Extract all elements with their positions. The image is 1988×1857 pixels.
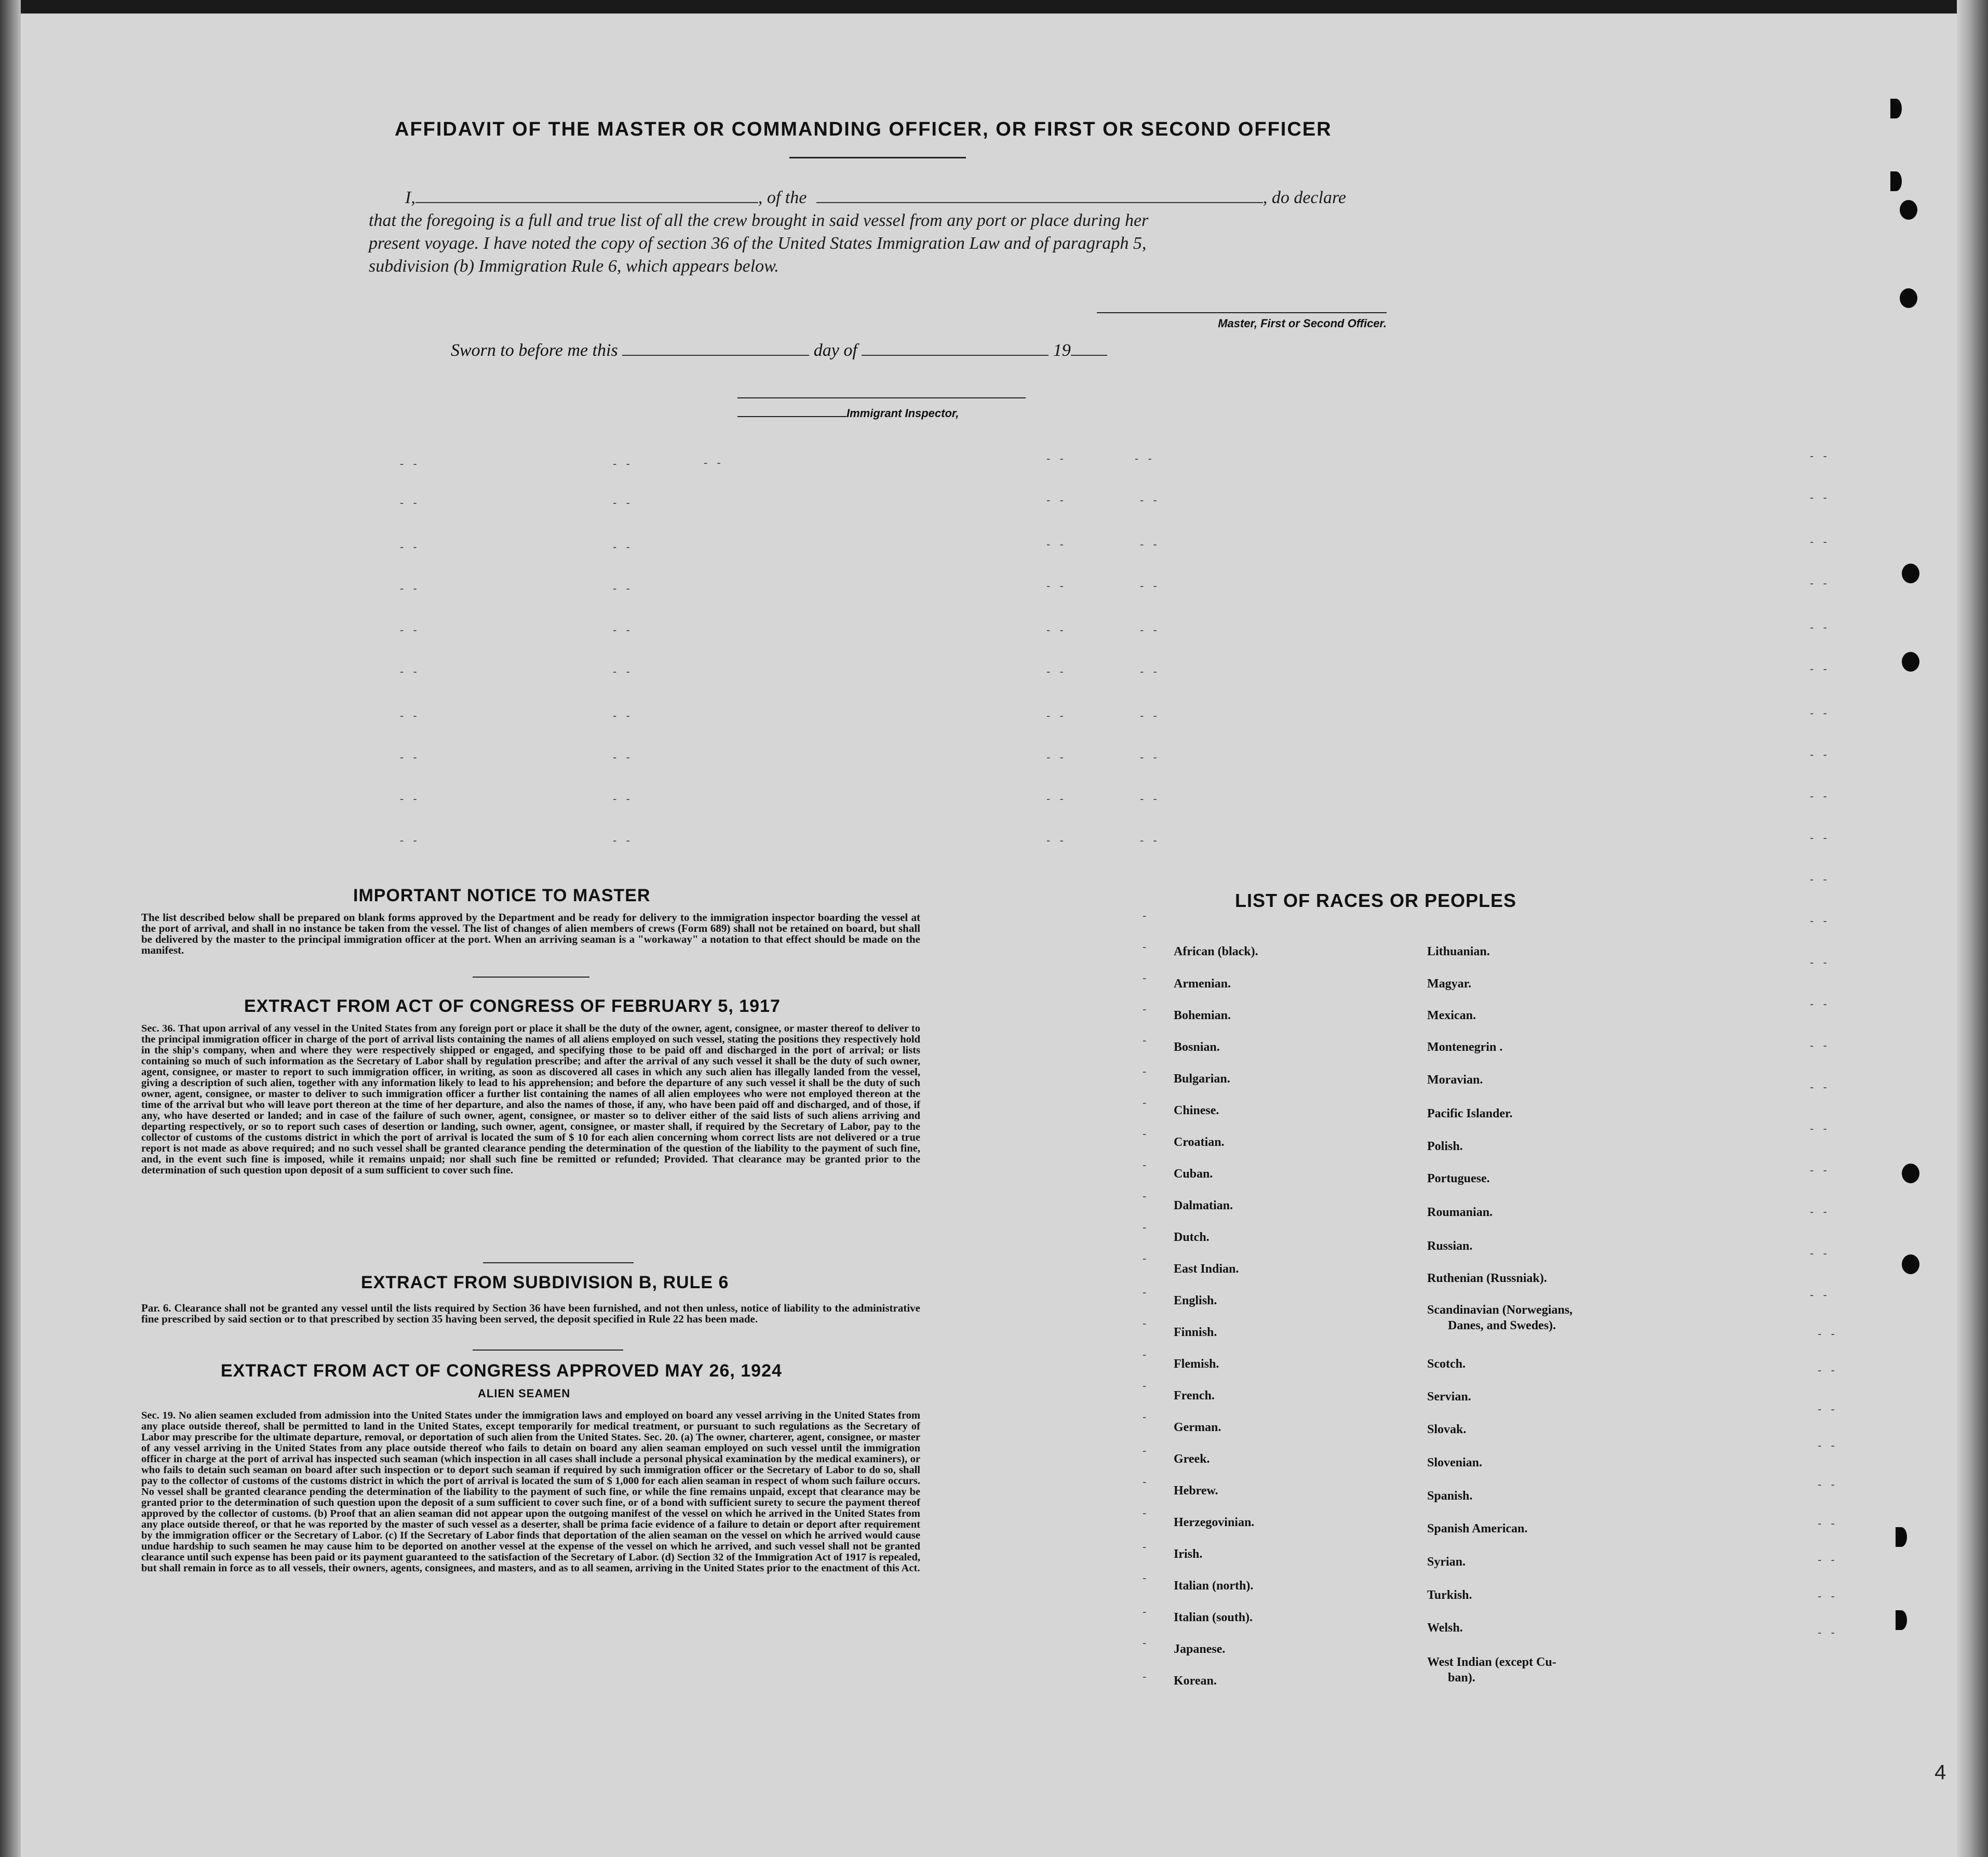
name-blank[interactable] [415,191,758,203]
extract-rule6-text: Par. 6. Clearance shall not be granted any vessel until the lists required by Section 36 have been furnished, and not then unless, notice of liability to the administrative fine prescribed by said section or to that prescribed by section 35 having been served, the deposit specified in Rule 22 has been made. [141,1302,920,1325]
race-item: Chinese. [1174,1104,1219,1117]
declaration-line-1 [369,187,1397,209]
race-item: Flemish. [1174,1357,1219,1371]
race-item: Korean. [1174,1674,1217,1688]
race-item: Polish. [1427,1140,1463,1153]
race-item: Dalmatian. [1174,1199,1233,1212]
race-item: Dutch. [1174,1231,1210,1244]
top-border [0,0,1988,14]
race-item: Servian. [1427,1390,1471,1404]
race-item: Syrian. [1427,1555,1466,1569]
races-title: LIST OF RACES OR PEOPLES [1235,890,1517,911]
position-blank[interactable] [1035,191,1263,203]
binder-hole-icon [1902,1164,1919,1183]
race-item: Bulgarian. [1174,1072,1230,1086]
race-item: Hebrew. [1174,1484,1218,1498]
sworn-line [451,341,1178,360]
race-item: Slovak. [1427,1423,1467,1436]
binder-hole-icon [1902,1254,1919,1274]
race-item: Armenian. [1174,977,1231,991]
race-item: Italian (south). [1174,1611,1253,1624]
race-item: Herzegovinian. [1174,1516,1255,1529]
column-dash-marks: - - - - - - - - - - - - - - - - - - - - - - - - - - - - - - - - - - - - - - - - - - [400,449,1830,595]
declaration-line-2: that the foregoing is a full and true list of all the crew brought in said vessel from any port or place during her [369,211,1149,230]
race-item: Croatian. [1174,1135,1225,1149]
race-item: Spanish American. [1427,1522,1528,1535]
race-item: Irish. [1174,1547,1203,1561]
notice-title: IMPORTANT NOTICE TO MASTER [353,886,651,905]
race-item: East Indian. [1174,1262,1239,1276]
extract-1924-title: EXTRACT FROM ACT OF CONGRESS APPROVED MAY 26, 1924 [221,1361,782,1381]
vessel-blank[interactable] [816,191,1035,203]
inspector-line-top[interactable] [737,397,1026,398]
race-item: Turkish. [1427,1588,1472,1602]
inspector-line[interactable] [737,416,847,417]
race-item: Mexican. [1427,1009,1476,1022]
extract-rule6-title: EXTRACT FROM SUBDIVISION B, RULE 6 [361,1273,729,1292]
declaration-line-4: subdivision (b) Immigration Rule 6, which appears below. [369,257,779,276]
race-item: Magyar. [1427,977,1472,991]
left-border [0,0,21,1857]
sworn-day-of: day of [813,341,857,360]
signature-line[interactable] [1097,312,1387,313]
binder-hole-icon [1900,200,1917,220]
race-item: Roumanian. [1427,1206,1493,1219]
race-item: Lithuanian. [1427,945,1490,958]
race-item: Bosnian. [1174,1040,1220,1054]
binder-hole-icon [1890,171,1902,191]
race-item: African (black). [1174,945,1258,958]
inspector-caption: Immigrant Inspector, [847,407,959,420]
margin-mark: 4 [1935,1761,1946,1784]
declaration-declare: , do declare [1262,188,1347,207]
binder-hole-icon [1902,564,1919,583]
race-item: Montenegrin . [1427,1040,1503,1054]
race-item: French. [1174,1389,1215,1402]
declaration-of-the: , of the [758,188,807,207]
race-item: Moravian. [1427,1073,1483,1087]
race-item: Bohemian. [1174,1009,1231,1022]
race-item: ban). [1448,1671,1475,1685]
race-item: Slovenian. [1427,1456,1483,1469]
race-item: Italian (north). [1174,1579,1254,1593]
extract-rule6-divider [473,1350,623,1351]
extract-1917-title: EXTRACT FROM ACT OF CONGRESS OF FEBRUARY 5, 1917 [244,996,781,1016]
extract-1917-text: Sec. 36. That upon arrival of any vessel in the United States from any foreign port or place it shall be the duty of the owner, agent, consignee, or master thereof to deliver to the principal immigration officer in charge of the port of arrival lists containing the names of all aliens employed on such vessel, stating the positions they respectively hold in the ship's company, when and where they were respectively shipped or engaged, and specifying those to be paid off and discharged in the port of arrival; or lists containing so much of such information as the Secretary of Labor shall by regulation prescribe; and after the arrival of any such vessel it shall be the duty of such owner, agent, consignee, or master to report to such immigration officer, in writing, as soon as discovered all cases in which any such alien has illegally landed from the vessel, giving a description of such alien, together with any information likely to lead to his apprehension; and before the departure of any such vessel it shall be the duty of such owner, agent, consignee, or master to deliver to such immigration officer a further list containing the names of all alien employees who were not employed thereon at the time of the arrival but who will leave port thereon at the time of her departure, and also the names of those, if any, who have been paid off and discharged, and of those, if any, who have deserted or landed; and in case of the failure of such owner, agent, consignee, or master so to deliver either of the said lists of such aliens arriving and departing respectively, or so to report such cases of desertion or landing, such owner, agent, consignee, or master shall, if required by the Secretary of Labor, pay to the collector of customs of the customs district in which the port of arrival is located the sum of $ 10 for each alien concerning whom correct lists are not delivered or a true report is not made as above required; and no such vessel shall be granted clearance pending the determination of the question of the liability to the payment of such fine, and, in the event such fine is imposed, while it remains unpaid; nor shall such fine be remitted or refunded; Provided. That clearance may be granted prior to the determination of such question upon deposit of a sum sufficient to cover such fine. [141,1023,920,1176]
race-item: Finnish. [1174,1326,1217,1339]
race-item: Scandinavian (Norwegians, [1427,1303,1573,1317]
binder-hole-icon [1902,652,1919,672]
binder-hole-icon [1890,99,1902,118]
declaration-line-3: present voyage. I have noted the copy of section 36 of the United States Immigration Law and of paragraph 5, [369,234,1147,253]
sworn-month-blank[interactable] [862,343,1049,356]
form-page: AFFIDAVIT OF THE MASTER OR COMMANDING OFFICER, OR FIRST OR SECOND OFFICER I, , of the , do declare that the foregoing is a full and true list of all the crew brought in said vessel from any port or place during her present voyage. I have noted the copy of section 36 of the United States Immigration Law and of paragraph 5, subdivision (b) Immigration Rule 6, which appears below. Master, First or Second Officer. Sworn to before me this day of 19 Immigrant Inspector, - - - - - - - - - - - - - - - - - - - - - - - - - - - - - - - - - - - - - - - - - - - - - - - - - - - - - - - - - - - - - - - - - - - - - - - - - - - - - - - - - - - - - - - - - - - - - - - - - - - - - - - - - - - - - - - - - - - - - - - - - - - - - - - - - - - - - - - - - - - - - - - - - - - - - - - - - - - - - - - - - - - - - - - IMPORTANT NOTICE TO MASTER The list described below shall be prepared on blank forms approved by the Department and be ready for delivery to the immigration inspector boarding the vessel at the port of arrival, and shall in no instance be taken from the vessel. The list of changes of alien members of crews (Form 689) shall not be retained on board, but shall be delivered by the master to the principal immigration officer at the port. When an arriving seaman is a "workaway" a notation to that effect should be made on the manifest. EXTRACT FROM ACT OF CONGRESS OF FEBRUARY 5, 1917 Sec. 36. That upon arrival of any vessel in the United States from any foreign port or place it shall be the duty of the owner, agent, consignee, or master thereof to deliver to the principal immigration officer in charge of the port of arrival lists containing the names of all aliens employed on such vessel, stating the positions they respectively hold in the ship's company, when and where they were respectively shipped or engaged, and specifying those to be paid off and discharged in the port of arrival; or lists containing so much of such information as the Secretary of Labor shall by regulation prescribe; and after the arrival of any such vessel it shall be the duty of such owner, agent, consignee, or master to report to such immigration officer, in writing, as soon as discovered all cases in which any such alien has illegally landed from the vessel, giving a description of such alien, together with any information likely to lead to his apprehension; and before the departure of any such vessel it shall be the duty of such owner, agent, consignee, or master to deliver to such immigration officer a further list containing the names of all alien employees who were not employed thereon at the time of the arrival but who will leave port thereon at the time of her departure, and also the names of those, if any, who have been paid off and discharged, and of those, if any, who have deserted or landed; and in case of the failure of such owner, agent, consignee, or master so to deliver either of the said lists of such aliens arriving and departing respectively, or so to report such cases of desertion or landing, such owner, agent, consignee, or master shall, if required by the Secretary of Labor, pay to the collector of customs of the customs district in which the port of arrival is located the sum of $ 10 for each alien concerning whom correct lists are not delivered or a true report is not made as above required; and no such vessel shall be granted clearance pending the determination of the question of the liability to the payment of such fine, and, in the event such fine is imposed, while it remains unpaid; nor shall such fine be remitted or refunded; Provided. That clearance may be granted prior to the determination of such question upon deposit of a sum sufficient to cover such fine. EXTRACT FROM SUBDIVISION B, RULE 6 Par. 6. Clearance shall not be granted any vessel until the lists required by Section 36 have been furnished, and not then unless, notice of liability to the administrative fine prescribed by said section or to that prescribed by section 35 having been served, the deposit specified in Rule 22 has been made. EXTRACT FROM ACT OF CONGRESS APPROVED MAY 26, 1924 ALIEN SEAMEN Sec. 19. No alien seamen excluded from admission into the United States under the immigration laws and employed on board any vessel arriving in the United States from any place outside thereof, shall be permitted to land in the United States, except temporarily for medical treatment, or pursuant to such regulations as the Secretary of Labor may prescribe for the ultimate departure, removal, or deportation of such alien from the United States. Sec. 20. (a) The owner, charterer, agent, consignee, or master of any vessel arriving in the United States from any place outside thereof who fails to detain on board any alien seaman employed on such vessel until the immigration officer in charge at the port of arrival has inspected such seaman (which inspection in all cases shall include a personal physical examination by the medical examiners), or who fails to detain such seaman on board after such inspection or to deport such seaman if required by such immigration officer or the Secretary of Labor to do so, shall pay to the collector of customs of the customs district in which the port of arrival is located the sum of $ 1,000 for each alien seaman in respect of whom such failure occurs. No vessel shall be granted clearance pending the determination of the liability to the payment of such fine, or while the fine remains unpaid, except that clearance may be granted prior to the determination of such question upon the deposit of a sum sufficient to cover such fine, or of a bond with sufficient surety to secure the payment thereof approved by the collector of customs. (b) Proof that an alien seaman did not appear upon the outgoing manifest of the vessel on which he arrived in the United States from any place outside thereof, or that he was reported by the master of such vessel as a deserter, shall be prima facie evidence of a failure to detain or deport after requirement by the immigration officer or the Secretary of Labor. (c) If the Secretary of Labor finds that deportation of the alien seaman on the vessel on which he arrived would cause undue hardship to such seamen he may cause him to be deported on another vessel at the expense of the vessel on which he arrived, and such vessel shall not be granted clearance until such expense has been paid or its payment guaranteed to the satisfaction of the Secretary of Labor. (d) Section 32 of the Immigration Act of 1917 is repealed, but shall remain in force as to all vessels, their owners, agents, consignees, and masters, and as to all seamen, arriving in the United States prior to the enactment of this Act. LIST OF RACES OR PEOPLES African (black). Armenian. Bohemian. Bosnian. Bulgarian. Chinese. Croatian. Cuban. Dalmatian. Dutch. East Indian. English. Finnish. Flemish. French. German. Greek. Hebrew. Herzegovinian. Irish. Italian (north). Italian (south). Japanese. Korean. Lithuanian. Magyar. Mexican. Montenegrin . Moravian. Pacific Islander. Polish. Portuguese. Roumanian. Russian. Ruthenian (Russniak). Scandinavian (Norwegians, Danes, and Swedes). Scotch. Servian. Slovak. Slovenian. Spanish. Spanish American. Syrian. Turkish. Welsh. West Indian (except Cu- ban). 4 [0,0,1988,1857]
race-item: Ruthenian (Russniak). [1427,1272,1547,1285]
sworn-prefix: Sworn to before me this [451,341,618,360]
race-item: Cuban. [1174,1167,1213,1181]
right-border [1957,0,1988,1857]
race-item: Scotch. [1427,1357,1466,1371]
declaration-i: I, [405,188,415,207]
extract-1924-subtitle: ALIEN SEAMEN [478,1387,571,1400]
race-item: Portuguese. [1427,1172,1490,1185]
affidavit-title: AFFIDAVIT OF THE MASTER OR COMMANDING OFFICER, OR FIRST OR SECOND OFFICER [395,118,1332,140]
race-item: Spanish. [1427,1489,1473,1503]
notice-text: The list described below shall be prepared on blank forms approved by the Department and be ready for delivery to the immigration inspector boarding the vessel at the port of arrival, and shall in no instance be taken from the vessel. The list of changes of alien members of crews (Form 689) shall not be retained on board, but shall be delivered by the master to the principal immigration officer at the port. When an arriving seaman is a "workaway" a notation to that effect should be made on the manifest. [141,911,920,956]
extract-1917-divider [483,1262,634,1263]
sworn-day-blank[interactable] [622,343,809,356]
binder-hole-icon [1900,288,1917,308]
sworn-year-blank[interactable] [1071,343,1107,356]
race-item: Pacific Islander. [1427,1107,1513,1120]
extract-1924-text: Sec. 19. No alien seamen excluded from admission into the United States under the immigration laws and employed on board any vessel arriving in the United States from any place outside thereof, shall be permitted to land in the United States, except temporarily for medical treatment, or pursuant to such regulations as the Secretary of Labor may prescribe for the ultimate departure, removal, or deportation of such alien from the United States. Sec. 20. (a) The owner, charterer, agent, consignee, or master of any vessel arriving in the United States from any place outside thereof who fails to detain on board any alien seaman employed on such vessel until the immigration officer in charge at the port of arrival has inspected such seaman (which inspection in all cases shall include a personal physical examination by the medical examiners), or who fails to detain such seaman on board after such inspection or to deport such seaman if required by such immigration officer or the Secretary of Labor to do so, shall pay to the collector of customs of the customs district in which the port of arrival is located the sum of $ 1,000 for each alien seaman in respect of whom such failure occurs. No vessel shall be granted clearance pending the determination of the liability to the payment of such fine, or while the fine remains unpaid, except that clearance may be granted prior to the determination of such question upon the deposit of a sum sufficient to cover such fine, or of a bond with sufficient surety to secure the payment thereof approved by the collector of customs. (b) Proof that an alien seaman did not appear upon the outgoing manifest of the vessel on which he arrived in the United States from any place outside thereof, or that he was reported by the master of such vessel as a deserter, shall be prima facie evidence of a failure to detain or deport after requirement by the immigration officer or the Secretary of Labor. (c) If the Secretary of Labor finds that deportation of the alien seaman on the vessel on which he arrived would cause undue hardship to such seamen he may cause him to be deported on another vessel at the expense of the vessel on which he arrived, and such vessel shall not be granted clearance until such expense has been paid or its payment guaranteed to the satisfaction of the Secretary of Labor. (d) Section 32 of the Immigration Act of 1917 is repealed, but shall remain in force as to all vessels, their owners, agents, consignees, and masters, and as to all seamen, arriving in the United States prior to the enactment of this Act. [141,1410,920,1574]
binder-hole-icon [1896,1527,1907,1547]
race-item: Russian. [1427,1239,1473,1253]
race-item: Japanese. [1174,1642,1226,1656]
signature-caption: Master, First or Second Officer. [1218,317,1387,330]
sworn-year: 19 [1053,341,1071,360]
race-item: Welsh. [1427,1621,1463,1635]
race-item: Greek. [1174,1452,1210,1466]
race-item: German. [1174,1421,1221,1434]
title-underline [789,157,966,158]
race-item: West Indian (except Cu- [1427,1655,1556,1669]
notice-divider [473,977,589,978]
race-item: English. [1174,1294,1217,1307]
race-item: Danes, and Swedes). [1448,1319,1556,1332]
binder-hole-icon [1896,1610,1907,1630]
